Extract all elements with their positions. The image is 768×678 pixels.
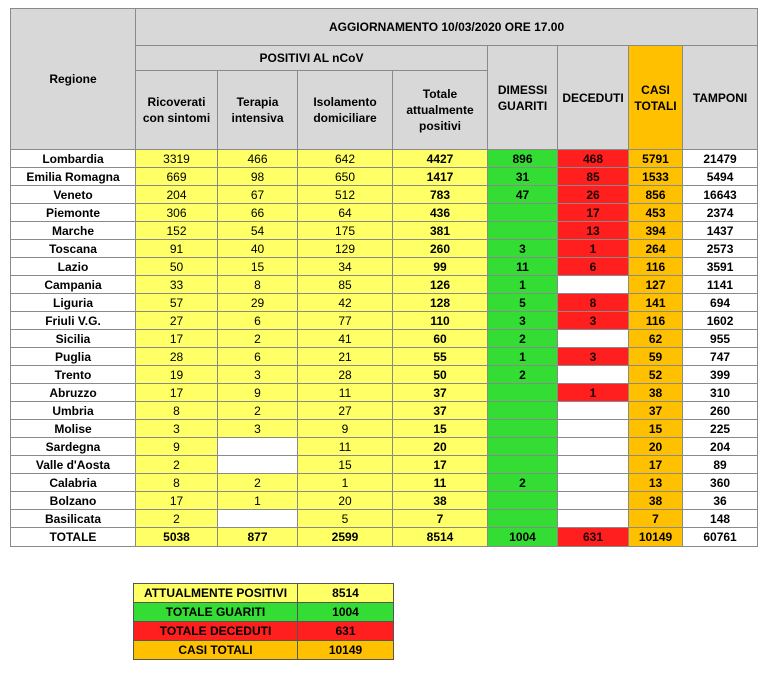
cell-terapia: 3: [218, 420, 298, 438]
cell-regione: Marche: [11, 222, 136, 240]
cell-casi-totali: 7: [629, 510, 683, 528]
total-ter: 877: [218, 528, 298, 547]
table-row: [11, 222, 758, 240]
cell-isolamento: 21: [298, 348, 393, 366]
cell-ricoverati: 669: [136, 168, 218, 186]
cell-terapia: 67: [218, 186, 298, 204]
cell-totale-positivi: 4427: [393, 150, 488, 168]
cell-ricoverati: 19: [136, 366, 218, 384]
cell-deceduti: 3: [558, 348, 629, 366]
cell-totale-positivi: 110: [393, 312, 488, 330]
summary-value: 631: [298, 622, 394, 641]
cell-regione: Toscana: [11, 240, 136, 258]
cell-tamponi: 21479: [683, 150, 758, 168]
cell-totale-positivi: 50: [393, 366, 488, 384]
summary-row: [134, 584, 394, 603]
cell-regione: Calabria: [11, 474, 136, 492]
header-deceduti: DECEDUTI: [558, 46, 629, 150]
cell-casi-totali: 17: [629, 456, 683, 474]
table-row: [11, 204, 758, 222]
cell-isolamento: 28: [298, 366, 393, 384]
cell-ricoverati: 2: [136, 456, 218, 474]
cell-tamponi: 2573: [683, 240, 758, 258]
cell-ricoverati: 204: [136, 186, 218, 204]
table-row: [11, 186, 758, 204]
cell-totale-positivi: 128: [393, 294, 488, 312]
cell-regione: Emilia Romagna: [11, 168, 136, 186]
cell-terapia: 29: [218, 294, 298, 312]
table-body: [11, 150, 758, 547]
cell-ricoverati: 50: [136, 258, 218, 276]
cell-deceduti: [558, 456, 629, 474]
cell-tamponi: 260: [683, 402, 758, 420]
cell-isolamento: 77: [298, 312, 393, 330]
cell-terapia: 2: [218, 474, 298, 492]
cell-tamponi: 204: [683, 438, 758, 456]
table-row: [11, 168, 758, 186]
table-row: [11, 276, 758, 294]
cell-regione: Valle d'Aosta: [11, 456, 136, 474]
cell-isolamento: 64: [298, 204, 393, 222]
cell-totale-positivi: 37: [393, 402, 488, 420]
cell-totale-positivi: 99: [393, 258, 488, 276]
cell-regione: Liguria: [11, 294, 136, 312]
page-title: AGGIORNAMENTO 10/03/2020 ORE 17.00: [136, 9, 758, 46]
header-regione: Regione: [11, 9, 136, 150]
table-row: [11, 258, 758, 276]
header-terapia: Terapia intensiva: [218, 71, 298, 150]
cell-isolamento: 5: [298, 510, 393, 528]
cell-terapia: 40: [218, 240, 298, 258]
cell-tamponi: 16643: [683, 186, 758, 204]
cell-casi-totali: 37: [629, 402, 683, 420]
cell-deceduti: [558, 366, 629, 384]
cell-isolamento: 175: [298, 222, 393, 240]
cell-isolamento: 20: [298, 492, 393, 510]
covid-regional-table: [10, 8, 758, 547]
cell-deceduti: [558, 438, 629, 456]
cell-casi-totali: 52: [629, 366, 683, 384]
total-ric: 5038: [136, 528, 218, 547]
cell-isolamento: 512: [298, 186, 393, 204]
cell-tamponi: 360: [683, 474, 758, 492]
cell-totale-positivi: 436: [393, 204, 488, 222]
cell-deceduti: [558, 474, 629, 492]
cell-terapia: 2: [218, 402, 298, 420]
cell-totale-positivi: 20: [393, 438, 488, 456]
cell-dimessi: [488, 204, 558, 222]
cell-tamponi: 225: [683, 420, 758, 438]
cell-dimessi: [488, 402, 558, 420]
cell-terapia: [218, 456, 298, 474]
total-dim: 1004: [488, 528, 558, 547]
cell-dimessi: 31: [488, 168, 558, 186]
cell-deceduti: 3: [558, 312, 629, 330]
cell-dimessi: 1: [488, 276, 558, 294]
cell-terapia: 15: [218, 258, 298, 276]
table-row: [11, 492, 758, 510]
cell-isolamento: 85: [298, 276, 393, 294]
cell-casi-totali: 15: [629, 420, 683, 438]
header-isolamento: Isolamento domiciliare: [298, 71, 393, 150]
cell-tamponi: 1602: [683, 312, 758, 330]
cell-deceduti: 8: [558, 294, 629, 312]
header-positivi: POSITIVI AL nCoV: [136, 46, 488, 71]
cell-totale-positivi: 126: [393, 276, 488, 294]
cell-casi-totali: 394: [629, 222, 683, 240]
cell-totale-positivi: 38: [393, 492, 488, 510]
cell-isolamento: 11: [298, 384, 393, 402]
cell-dimessi: [488, 510, 558, 528]
total-tam: 60761: [683, 528, 758, 547]
summary-value: 1004: [298, 603, 394, 622]
cell-tamponi: 89: [683, 456, 758, 474]
cell-deceduti: [558, 420, 629, 438]
cell-totale-positivi: 15: [393, 420, 488, 438]
cell-terapia: 6: [218, 312, 298, 330]
cell-regione: Sardegna: [11, 438, 136, 456]
cell-dimessi: 3: [488, 240, 558, 258]
cell-deceduti: 85: [558, 168, 629, 186]
cell-ricoverati: 3319: [136, 150, 218, 168]
cell-ricoverati: 28: [136, 348, 218, 366]
cell-isolamento: 42: [298, 294, 393, 312]
cell-totale-positivi: 60: [393, 330, 488, 348]
summary-label: CASI TOTALI: [134, 641, 298, 660]
header-totale-positivi: Totale attualmente positivi: [393, 71, 488, 150]
cell-dimessi: 47: [488, 186, 558, 204]
cell-casi-totali: 13: [629, 474, 683, 492]
cell-regione: Molise: [11, 420, 136, 438]
table-row: [11, 294, 758, 312]
header-tamponi: TAMPONI: [683, 46, 758, 150]
cell-totale-positivi: 17: [393, 456, 488, 474]
cell-tamponi: 1437: [683, 222, 758, 240]
cell-isolamento: 650: [298, 168, 393, 186]
cell-deceduti: 468: [558, 150, 629, 168]
cell-ricoverati: 91: [136, 240, 218, 258]
cell-deceduti: [558, 276, 629, 294]
cell-terapia: 98: [218, 168, 298, 186]
header-dimessi: DIMESSI GUARITI: [488, 46, 558, 150]
cell-regione: Friuli V.G.: [11, 312, 136, 330]
table-row: [11, 510, 758, 528]
cell-casi-totali: 856: [629, 186, 683, 204]
cell-totale-positivi: 1417: [393, 168, 488, 186]
cell-regione: Trento: [11, 366, 136, 384]
cell-ricoverati: 3: [136, 420, 218, 438]
cell-casi-totali: 62: [629, 330, 683, 348]
cell-ricoverati: 17: [136, 330, 218, 348]
table-row: [11, 384, 758, 402]
cell-totale-positivi: 260: [393, 240, 488, 258]
cell-tamponi: 399: [683, 366, 758, 384]
cell-tamponi: 36: [683, 492, 758, 510]
cell-deceduti: [558, 402, 629, 420]
cell-dimessi: [488, 420, 558, 438]
cell-ricoverati: 306: [136, 204, 218, 222]
cell-isolamento: 642: [298, 150, 393, 168]
total-dec: 631: [558, 528, 629, 547]
cell-regione: Lombardia: [11, 150, 136, 168]
cell-regione: Umbria: [11, 402, 136, 420]
table-row: [11, 420, 758, 438]
cell-terapia: [218, 438, 298, 456]
cell-ricoverati: 2: [136, 510, 218, 528]
cell-totale-positivi: 55: [393, 348, 488, 366]
cell-dimessi: 5: [488, 294, 558, 312]
table-row: [11, 474, 758, 492]
cell-regione: Bolzano: [11, 492, 136, 510]
cell-casi-totali: 38: [629, 492, 683, 510]
cell-totale-positivi: 37: [393, 384, 488, 402]
cell-tamponi: 3591: [683, 258, 758, 276]
total-row: [11, 528, 758, 547]
summary-value: 10149: [298, 641, 394, 660]
cell-casi-totali: 116: [629, 312, 683, 330]
summary-row: [134, 641, 394, 660]
header-casi-totali: CASI TOTALI: [629, 46, 683, 150]
table-row: [11, 438, 758, 456]
summary-label: ATTUALMENTE POSITIVI: [134, 584, 298, 603]
cell-regione: Sicilia: [11, 330, 136, 348]
cell-terapia: 1: [218, 492, 298, 510]
cell-isolamento: 11: [298, 438, 393, 456]
cell-terapia: 3: [218, 366, 298, 384]
cell-dimessi: 1: [488, 348, 558, 366]
table-row: [11, 348, 758, 366]
cell-dimessi: 11: [488, 258, 558, 276]
total-casi: 10149: [629, 528, 683, 547]
cell-ricoverati: 8: [136, 474, 218, 492]
table-row: [11, 366, 758, 384]
cell-dimessi: [488, 384, 558, 402]
cell-ricoverati: 33: [136, 276, 218, 294]
cell-ricoverati: 8: [136, 402, 218, 420]
summary-row: [134, 603, 394, 622]
cell-deceduti: 13: [558, 222, 629, 240]
cell-terapia: 466: [218, 150, 298, 168]
cell-terapia: 8: [218, 276, 298, 294]
total-tot: 8514: [393, 528, 488, 547]
cell-regione: Abruzzo: [11, 384, 136, 402]
cell-casi-totali: 141: [629, 294, 683, 312]
cell-deceduti: 26: [558, 186, 629, 204]
cell-deceduti: 1: [558, 240, 629, 258]
cell-deceduti: 17: [558, 204, 629, 222]
cell-isolamento: 15: [298, 456, 393, 474]
cell-terapia: 9: [218, 384, 298, 402]
cell-isolamento: 34: [298, 258, 393, 276]
total-iso: 2599: [298, 528, 393, 547]
table-row: [11, 330, 758, 348]
cell-totale-positivi: 783: [393, 186, 488, 204]
cell-tamponi: 694: [683, 294, 758, 312]
summary-table: [133, 583, 394, 660]
cell-ricoverati: 57: [136, 294, 218, 312]
cell-casi-totali: 20: [629, 438, 683, 456]
cell-tamponi: 148: [683, 510, 758, 528]
cell-deceduti: 6: [558, 258, 629, 276]
summary-value: 8514: [298, 584, 394, 603]
cell-terapia: [218, 510, 298, 528]
cell-dimessi: 2: [488, 330, 558, 348]
cell-casi-totali: 59: [629, 348, 683, 366]
cell-dimessi: [488, 492, 558, 510]
cell-regione: Piemonte: [11, 204, 136, 222]
summary-label: TOTALE DECEDUTI: [134, 622, 298, 641]
cell-dimessi: [488, 438, 558, 456]
cell-isolamento: 41: [298, 330, 393, 348]
table-row: [11, 402, 758, 420]
cell-isolamento: 1: [298, 474, 393, 492]
cell-dimessi: 3: [488, 312, 558, 330]
table-row: [11, 240, 758, 258]
cell-tamponi: 310: [683, 384, 758, 402]
cell-dimessi: [488, 456, 558, 474]
cell-tamponi: 5494: [683, 168, 758, 186]
cell-isolamento: 129: [298, 240, 393, 258]
table-row: [11, 150, 758, 168]
cell-dimessi: 896: [488, 150, 558, 168]
cell-terapia: 2: [218, 330, 298, 348]
cell-regione: Puglia: [11, 348, 136, 366]
cell-casi-totali: 127: [629, 276, 683, 294]
cell-tamponi: 2374: [683, 204, 758, 222]
cell-ricoverati: 27: [136, 312, 218, 330]
cell-casi-totali: 5791: [629, 150, 683, 168]
cell-ricoverati: 9: [136, 438, 218, 456]
cell-ricoverati: 17: [136, 492, 218, 510]
cell-casi-totali: 453: [629, 204, 683, 222]
cell-totale-positivi: 11: [393, 474, 488, 492]
cell-dimessi: [488, 222, 558, 240]
cell-tamponi: 1141: [683, 276, 758, 294]
cell-casi-totali: 264: [629, 240, 683, 258]
cell-terapia: 54: [218, 222, 298, 240]
cell-terapia: 6: [218, 348, 298, 366]
cell-tamponi: 955: [683, 330, 758, 348]
header-ricoverati: Ricoverati con sintomi: [136, 71, 218, 150]
cell-deceduti: [558, 492, 629, 510]
cell-deceduti: [558, 510, 629, 528]
cell-deceduti: 1: [558, 384, 629, 402]
cell-dimessi: 2: [488, 366, 558, 384]
cell-regione: Veneto: [11, 186, 136, 204]
cell-ricoverati: 152: [136, 222, 218, 240]
cell-isolamento: 9: [298, 420, 393, 438]
cell-regione: Campania: [11, 276, 136, 294]
cell-deceduti: [558, 330, 629, 348]
cell-dimessi: 2: [488, 474, 558, 492]
cell-totale-positivi: 381: [393, 222, 488, 240]
table-row: [11, 456, 758, 474]
cell-terapia: 66: [218, 204, 298, 222]
cell-casi-totali: 38: [629, 384, 683, 402]
table-row: [11, 312, 758, 330]
cell-tamponi: 747: [683, 348, 758, 366]
cell-casi-totali: 1533: [629, 168, 683, 186]
summary-row: [134, 622, 394, 641]
summary-label: TOTALE GUARITI: [134, 603, 298, 622]
cell-regione: Lazio: [11, 258, 136, 276]
total-regione: TOTALE: [11, 528, 136, 547]
cell-totale-positivi: 7: [393, 510, 488, 528]
cell-isolamento: 27: [298, 402, 393, 420]
cell-regione: Basilicata: [11, 510, 136, 528]
cell-casi-totali: 116: [629, 258, 683, 276]
cell-ricoverati: 17: [136, 384, 218, 402]
